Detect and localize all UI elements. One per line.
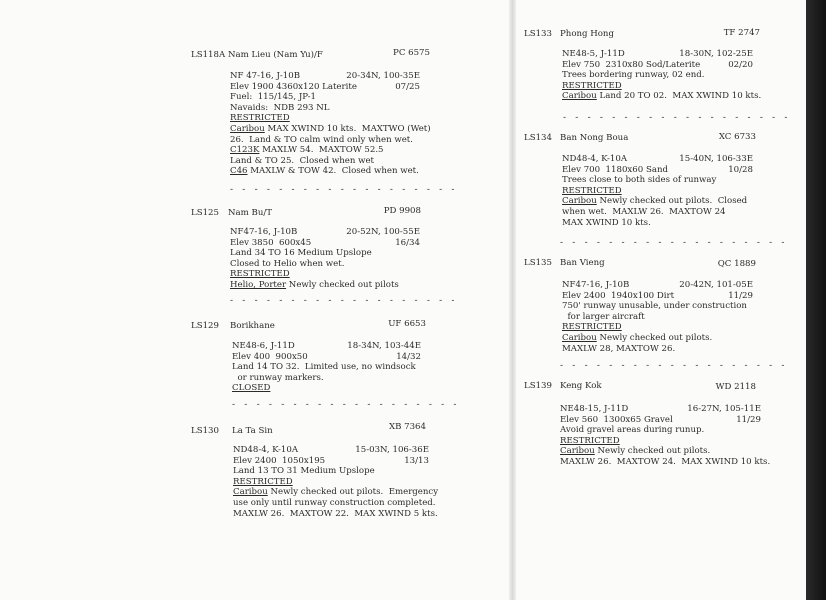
aircraft-restriction-label: Caribou bbox=[233, 487, 268, 498]
line-text: Elev 560 1300x65 Gravel bbox=[560, 414, 673, 425]
line-text: for larger aircraft bbox=[562, 311, 645, 322]
entry-ident: XC 6733 bbox=[718, 132, 756, 142]
line-text: Caribou Land 20 TO 02. MAX XWIND 10 kts. bbox=[562, 91, 762, 102]
aircraft-restriction-label: Caribou bbox=[562, 196, 597, 207]
line-value: 13/13 bbox=[404, 455, 429, 466]
entry-code: LS118A bbox=[191, 50, 226, 60]
aircraft-restriction-label: RESTRICTED bbox=[562, 80, 622, 91]
line-text: 26. Land & TO calm wind only when wet. bbox=[230, 134, 413, 145]
line-text: Elev 750 2310x80 Sod/Laterite bbox=[562, 59, 701, 70]
line-text: NE48-15, J-11D bbox=[560, 404, 629, 414]
aircraft-restriction-label: Caribou bbox=[562, 91, 597, 102]
line-text: 750' runway unusable, under construction bbox=[562, 301, 747, 312]
entry-ident: TF 2747 bbox=[723, 28, 760, 38]
entry-code: LS125 bbox=[191, 208, 219, 218]
line-text: Helio, Porter Newly checked out pilots bbox=[230, 279, 399, 290]
line-text: Land 13 TO 31 Medium Upslope bbox=[233, 466, 375, 477]
line-value: 20-52N, 100-55E bbox=[346, 227, 420, 237]
aircraft-restriction-label: RESTRICTED bbox=[233, 476, 293, 487]
line-text: Navaids: NDB 293 NL bbox=[230, 102, 330, 113]
line-text: NF47-16, J-10B bbox=[562, 280, 630, 290]
line-text: Closed to Helio when wet. bbox=[230, 258, 345, 269]
aircraft-restriction-label: RESTRICTED bbox=[230, 269, 290, 280]
line-value: 18-30N, 102-25E bbox=[679, 49, 753, 59]
entry-name: Ban Vieng bbox=[560, 258, 605, 268]
separator: - - - - - - - - - - - - - - - - - - - bbox=[230, 296, 458, 306]
line-value: 15-40N, 106-33E bbox=[679, 154, 753, 164]
line-text: Land & TO 25. Closed when wet bbox=[230, 155, 374, 166]
entry-code: LS135 bbox=[524, 258, 552, 268]
line-text: Caribou Newly checked out pilots. bbox=[562, 332, 713, 343]
line-text: Caribou Newly checked out pilots. bbox=[560, 446, 711, 457]
line-text: Elev 400 900x50 bbox=[232, 351, 308, 362]
entry-ident: WD 2118 bbox=[715, 382, 756, 392]
line-text: Elev 2400 1940x100 Dirt bbox=[562, 290, 675, 301]
line-text bbox=[560, 436, 620, 446]
line-text: NE48-6, J-11D bbox=[232, 341, 295, 351]
entry-code: LS129 bbox=[191, 321, 219, 331]
entry-name: Borikhane bbox=[230, 321, 275, 331]
line-text: or runway markers. bbox=[232, 372, 324, 383]
line-text: Land 34 TO 16 Medium Upslope bbox=[230, 248, 372, 259]
aircraft-restriction-label: Caribou bbox=[560, 446, 595, 457]
entry-ident: XB 7364 bbox=[388, 422, 426, 432]
separator: - - - - - - - - - - - - - - - - - - - bbox=[563, 113, 791, 123]
line-value: 16/34 bbox=[395, 237, 420, 248]
line-text: C123K MAXLW 54. MAXTOW 52.5 bbox=[230, 145, 384, 156]
line-text: Caribou Newly checked out pilots. Emergency bbox=[233, 487, 439, 498]
line-text: MAXLW 28, MAXTOW 26. bbox=[562, 343, 676, 354]
line-value: 20-34N, 100-35E bbox=[346, 71, 420, 81]
separator: - - - - - - - - - - - - - - - - - - - bbox=[560, 361, 788, 371]
aircraft-restriction-label: C123K bbox=[230, 145, 260, 156]
entry-name: Nam Lieu (Nam Yu)/F bbox=[228, 50, 323, 60]
aircraft-restriction-label: RESTRICTED bbox=[560, 435, 620, 446]
entry-name: Nam Bu/T bbox=[228, 208, 273, 218]
entry-code: LS134 bbox=[524, 133, 552, 143]
line-value: 20-42N, 101-05E bbox=[679, 280, 753, 290]
line-text: MAX XWIND 10 kts. bbox=[562, 217, 651, 228]
line-text: Elev 700 1180x60 Sand bbox=[562, 164, 668, 175]
entry-ident: PD 9908 bbox=[383, 206, 421, 216]
line-text: ND48-4, K-10A bbox=[562, 154, 628, 164]
aircraft-restriction-label: Helio, Porter bbox=[230, 279, 287, 290]
entry-name: La Ta Sin bbox=[232, 426, 273, 436]
entry-line bbox=[560, 456, 771, 468]
separator: - - - - - - - - - - - - - - - - - - - bbox=[232, 400, 460, 410]
separator: - - - - - - - - - - - - - - - - - - - bbox=[230, 185, 458, 195]
line-text: ND48-4, K-10A bbox=[233, 445, 299, 455]
entry-line bbox=[560, 446, 761, 457]
line-text: MAXLW 26. MAXTOW 24. MAX XWIND 10 kts. bbox=[560, 456, 771, 467]
line-value: 14/32 bbox=[396, 351, 421, 362]
entry-line bbox=[560, 404, 761, 415]
line-text: Caribou Newly checked out pilots. Closed bbox=[562, 196, 748, 207]
line-text: when wet. MAXLW 26. MAXTOW 24 bbox=[562, 206, 726, 217]
entry-body bbox=[560, 404, 771, 468]
aircraft-restriction-label: CLOSED bbox=[232, 383, 271, 394]
entry-name: Keng Kok bbox=[560, 381, 602, 391]
entry-line bbox=[560, 415, 761, 426]
line-text: Caribou MAX XWIND 10 kts. MAXTWO (Wet) bbox=[230, 123, 431, 134]
entry-line bbox=[233, 508, 438, 520]
entry-ident: PC 6575 bbox=[393, 48, 430, 58]
line-value: 15-03N, 106-36E bbox=[355, 445, 429, 455]
line-text: MAXLW 26. MAXTOW 22. MAX XWIND 5 kts. bbox=[233, 508, 438, 519]
line-value: 07/25 bbox=[395, 81, 420, 92]
entry-line bbox=[233, 487, 439, 498]
aircraft-restriction-label: RESTRICTED bbox=[230, 113, 290, 124]
line-value: 11/29 bbox=[728, 290, 753, 301]
entry-name: Ban Nong Boua bbox=[560, 133, 629, 143]
line-text: NE48-5, J-11D bbox=[562, 49, 625, 59]
line-value: 11/29 bbox=[736, 414, 761, 425]
line-text: Elev 3850 600x45 bbox=[230, 237, 312, 248]
entry-name: Phong Hong bbox=[560, 29, 614, 39]
line-text: NF47-16, J-10B bbox=[230, 227, 298, 237]
aircraft-restriction-label: C46 bbox=[230, 166, 248, 177]
line-text: Land 14 TO 32. Limited use, no windsock bbox=[232, 362, 416, 373]
entry-line bbox=[560, 436, 761, 447]
line-text: Elev 2400 1050x195 bbox=[233, 455, 326, 466]
line-value: 10/28 bbox=[728, 164, 753, 175]
aircraft-restriction-label: RESTRICTED bbox=[562, 185, 622, 196]
entry-code: LS133 bbox=[524, 29, 552, 39]
line-text: Elev 1900 4360x120 Laterite bbox=[230, 81, 357, 92]
entry-code: LS139 bbox=[524, 381, 552, 391]
line-text: Trees close to both sides of runway bbox=[562, 175, 717, 186]
aircraft-restriction-label: RESTRICTED bbox=[562, 322, 622, 333]
entry-code: LS130 bbox=[191, 426, 219, 436]
aircraft-restriction-label: Caribou bbox=[562, 332, 597, 343]
line-text: Fuel: 115/145, JP-1 bbox=[230, 92, 316, 103]
entry-ident: UF 6653 bbox=[388, 319, 426, 329]
line-value: 02/20 bbox=[728, 59, 753, 70]
aircraft-restriction-label: Caribou bbox=[230, 123, 265, 134]
entry-line bbox=[560, 425, 761, 436]
line-text: C46 MAXLW & TOW 42. Closed when wet. bbox=[230, 166, 419, 177]
line-text: NF 47-16, J-10B bbox=[230, 71, 301, 81]
line-value: 16-27N, 105-11E bbox=[687, 404, 761, 414]
entry-ident: QC 1889 bbox=[717, 259, 756, 269]
line-text: use only until runway construction completed. bbox=[233, 497, 436, 508]
entry-line bbox=[233, 497, 436, 509]
line-text: Trees bordering runway, 02 end. bbox=[562, 70, 705, 81]
separator: - - - - - - - - - - - - - - - - - - - bbox=[560, 238, 788, 248]
line-value: 18-34N, 103-44E bbox=[347, 341, 421, 351]
line-text: Avoid gravel areas during runup. bbox=[560, 425, 705, 436]
